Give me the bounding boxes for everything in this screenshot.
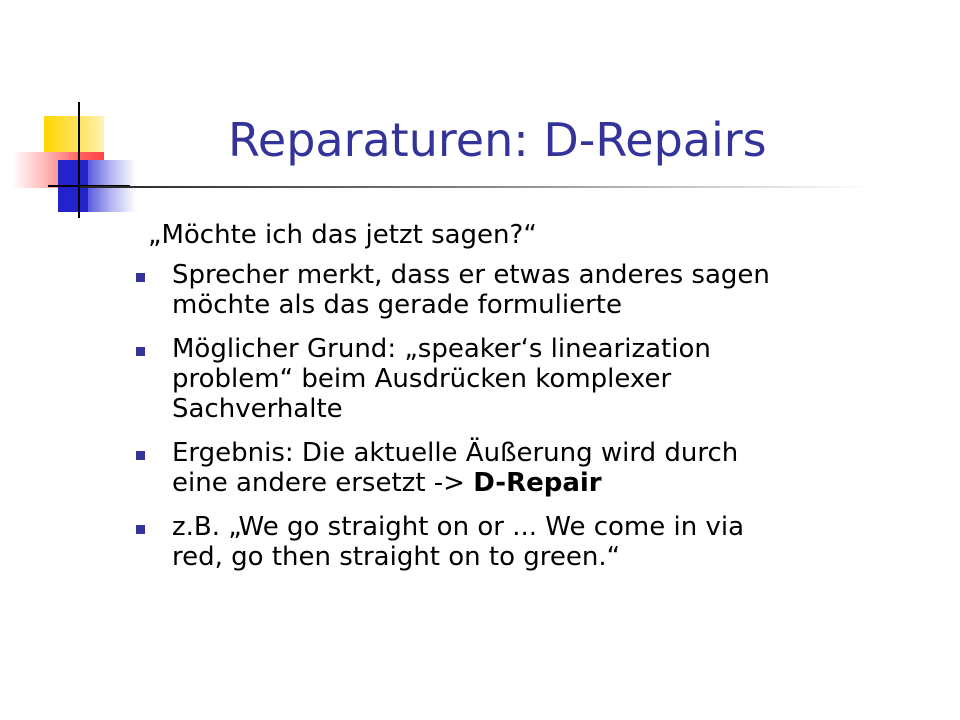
bullet-text-line: Sprecher merkt, dass er etwas anderes sagen: [172, 260, 770, 290]
title-underline: [80, 186, 870, 188]
square-bullet-icon: [136, 273, 145, 282]
slide-content: [150, 220, 920, 586]
square-bullet-icon: [136, 525, 145, 534]
bullet-text-line: red, go then straight on to green.“: [172, 542, 621, 572]
bullet-text-line: möchte als das gerade formulierte: [172, 290, 622, 320]
bullet-text-line: [172, 468, 920, 498]
d-repair-term: D-Repair: [473, 468, 602, 498]
bullet-text-line: Ergebnis: Die aktuelle Äußerung wird durch: [172, 438, 739, 468]
list-item: [150, 334, 920, 424]
bullet-text-line: z.B. „We go straight on or ... We come in via: [172, 512, 744, 542]
bullet-text-line: Sachverhalte: [172, 394, 343, 424]
square-bullet-icon: [136, 347, 145, 356]
bullet-text-line: Möglicher Grund: „speaker‘s linearization: [172, 334, 711, 364]
list-item: [150, 438, 920, 498]
square-bullet-icon: [136, 451, 145, 460]
bullet-list: [150, 260, 920, 572]
intro-question: „Möchte ich das jetzt sagen?“: [148, 220, 537, 250]
logo-vertical-line: [78, 102, 80, 218]
list-item: [150, 260, 920, 320]
bullet-text-prefix: eine andere ersetzt ->: [172, 468, 474, 498]
slide-title: Reparaturen: D-Repairs: [228, 113, 767, 167]
bullet-text-line: problem“ beim Ausdrücken komplexer: [172, 364, 672, 394]
list-item: [150, 512, 920, 572]
